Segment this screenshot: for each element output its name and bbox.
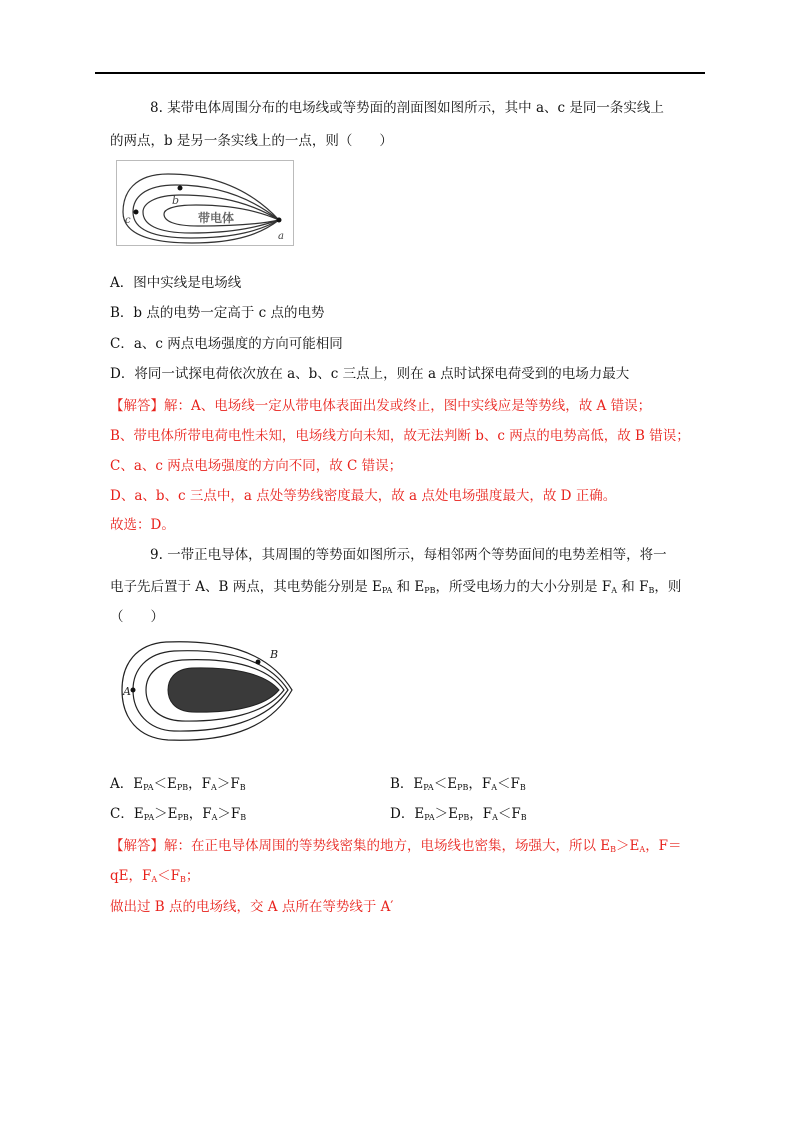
q9-options-row1 [110,774,246,798]
q9-oc-rel1: ＞E [154,806,178,822]
q8-point-b [178,186,183,191]
q9-oa-sub2: PB [176,783,189,792]
q8-label-a: a [278,231,284,242]
q9-od-sub2: PB [457,813,470,822]
q9-oa-rel1: ＜E [153,776,177,792]
q9-option-a [110,776,246,792]
q8-body-label: 带电体 [198,211,235,225]
q9-stem-line3: （ ） [110,609,164,625]
q9-oa-sub3: A [211,783,217,792]
q9-figure [116,634,300,746]
q8-answer-line1: 【解答】解：A、电场线一定从带电体表面出发或终止，图中实线应是等势线，故 A 错误； [110,398,652,414]
q9-label-b: B [270,648,279,661]
q9-options-row2 [110,804,246,828]
q8-point-c [134,210,139,215]
q9-sub-a: A [611,586,617,595]
q9-point-a [131,688,136,693]
q8-number: 8. [150,100,163,116]
q9-ans1-c: ，F＝ [645,838,682,854]
q9-ob-sub2: PB [457,783,469,792]
q9-oc-sub2: PB [177,813,189,822]
q9-od-sub1: PA [424,813,435,822]
q9-stem-text1: 一带正电导体，其周围的等势面如图所示，每相邻两个等势面间的电势差相等，将一 [167,547,667,563]
q9-answer-line2 [110,866,199,890]
q9-ans2-a: qE，F [110,868,152,884]
q8-answer-line5: 故选：D。 [110,517,175,533]
q9-oc-mid: ，F [188,806,212,822]
q9-ans1-sub1: B [610,845,617,854]
q9-od-sub3: A [492,813,498,822]
q9-sub-pa: PA [381,586,393,595]
q8-label-c: c [125,215,131,226]
q8-answer-line3: C、a、c 两点电场强度的方向不同，故 C 错误； [110,458,403,474]
header-rule [95,72,705,74]
q8-stem-line2: 的两点，b 是另一条实线上的一点，则（ ） [110,133,393,149]
q9-oa-sub1: PA [143,783,154,792]
q9-ans2-c: ； [185,868,200,884]
q9-oa-rel2: ＞F [216,776,240,792]
q9-oc-prefix: C．E [110,806,144,822]
q8-option-d: D．将同一试探电荷依次放在 a、b、c 三点上，则在 a 点时试探电荷受到的电场力最大 [110,366,630,382]
q9-conductor [168,668,279,712]
q8-answer-line2: B、带电体所带电荷电性未知，电场线方向未知，故无法判断 b、c 两点的电势高低，故 B 错误； [110,428,690,444]
q8-option-a: A．图中实线是电场线 [110,275,242,291]
q9-od-mid: ，F [469,806,493,822]
q9-answer-line1 [110,836,682,860]
q9-option-b [390,774,526,798]
q9-option-c [110,806,246,822]
q9-ob-rel1: ＜E [433,776,458,792]
q9-ob-sub1: PA [423,783,434,792]
q9-ob-sub3: A [491,783,497,792]
q9-label-a: A [123,685,131,698]
q9-sub-pb: PB [424,586,436,595]
q8-label-b: b [172,194,180,207]
q9-point-b [256,660,261,665]
q9-stem2-c: ，所受电场力的大小分别是 F [435,579,612,595]
q9-oa-mid: ，F [188,776,212,792]
q9-ans2-sub1: A [151,875,158,884]
q9-oa-prefix: A．E [110,776,144,792]
q9-stem2-a: 电子先后置于 A、B 两点，其电势能分别是 E [110,579,382,595]
q9-ans1-b: ＞E [616,838,640,854]
q9-od-rel1: ＞E [434,806,458,822]
q8-option-c: C．a、c 两点电场强度的方向可能相同 [110,336,343,352]
q9-number: 9. [150,547,163,563]
q8-point-a [277,218,282,223]
q9-od-sub4: B [520,813,527,822]
q8-stem-line1 [150,98,664,118]
q9-answer-line3: 做出过 B 点的电场线，交 A 点所在等势线于 A′ [110,899,394,915]
q9-oc-sub3: A [211,813,218,822]
q9-oc-rel2: ＞F [217,806,241,822]
q9-stem2-e: ，则 [654,579,682,595]
q9-ans1-a: 【解答】解：在正电导体周围的等势线密集的地方，电场线也密集，场强大，所以 E [110,838,611,854]
q8-answer-line4: D、a、b、c 三点中，a 点处等势线密度最大，故 a 点处电场强度最大，故 D 正确。 [110,488,617,504]
q9-stem-line2 [110,577,681,601]
q8-figure [116,160,294,246]
q9-stem2-b: 和 E [392,579,425,595]
q9-stem-line1 [150,545,667,565]
q9-option-d [390,804,527,828]
q9-oc-sub4: B [240,813,247,822]
q9-ob-prefix: B．E [390,776,424,792]
q9-oa-sub4: B [239,783,246,792]
q9-stem2-d: 和 F [617,579,649,595]
q9-ob-sub4: B [519,783,526,792]
q9-ob-rel2: ＜F [497,776,520,792]
q9-oc-sub1: PA [143,813,155,822]
q9-od-rel2: ＜F [497,806,521,822]
q8-option-b: B．b 点的电势一定高于 c 点的电势 [110,305,325,321]
q9-od-prefix: D．E [390,806,425,822]
q9-ob-mid: ，F [468,776,492,792]
q9-ans2-b: ＜F [157,868,181,884]
q9-ans1-sub2: A [639,845,646,854]
q9-ans2-sub2: B [180,875,186,884]
q9-sub-b: B [648,586,655,595]
q8-stem-text1: 某带电体周围分布的电场线或等势面的剖面图如图所示，其中 a、c 是同一条实线上 [167,100,664,116]
